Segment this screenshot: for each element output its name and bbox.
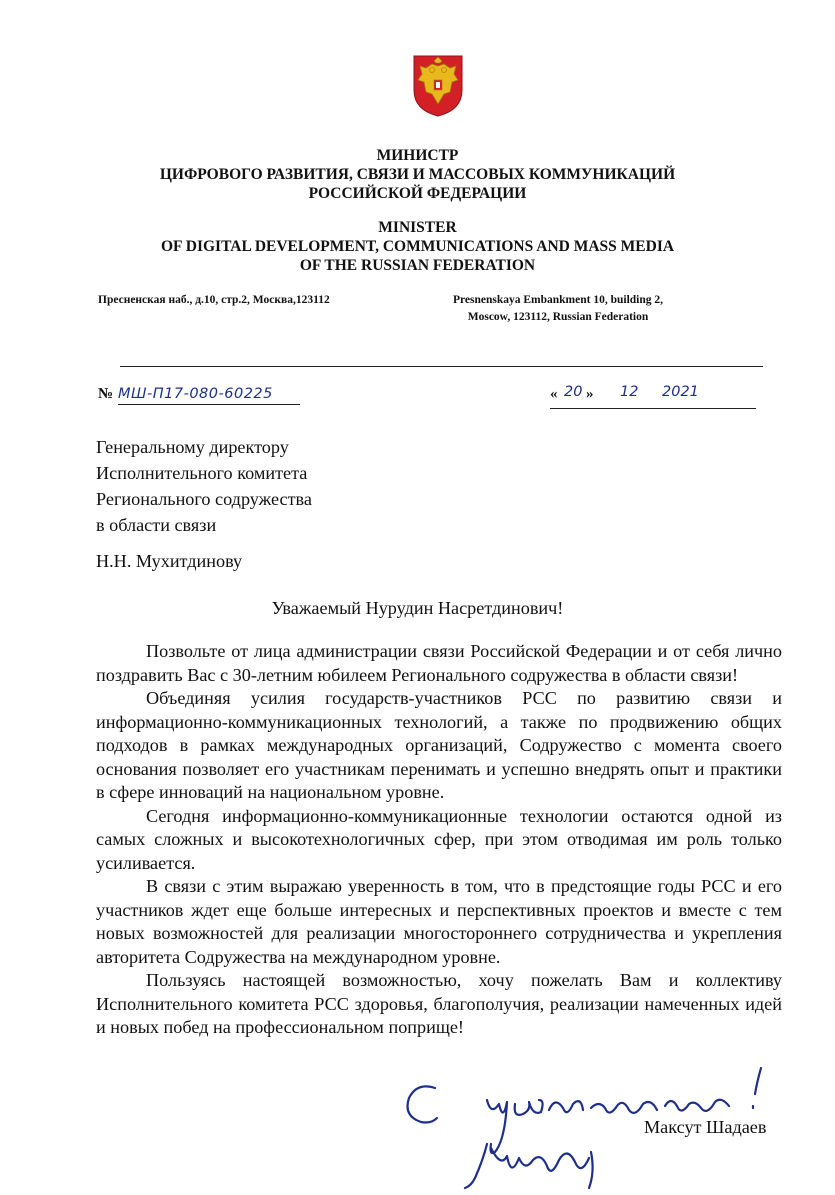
letterhead-title-en-line: OF DIGITAL DEVELOPMENT, COMMUNICATIONS AND MASS MEDIA	[160, 238, 675, 255]
letter-paragraph: В связи с этим выражаю уверенность в том, что в предстоящие годы РСС и его участников ждет еще больше интересных и перспективных проектов и вместе с тем новых возможностей для реализации многостороннего сотрудничества и укрепления авторитета Содружества на международном уровне.	[96, 876, 782, 967]
addressee-name: Н.Н. Мухитдинову	[96, 551, 243, 571]
date-close-quote: »	[586, 386, 594, 402]
registration-number-value: МШ-П17-080-60225	[118, 384, 300, 405]
letterhead-title-en-line: MINISTER	[378, 219, 457, 236]
date-year: 2021	[662, 384, 699, 400]
address-en-line: Presnenskaya Embankment 10, building 2,	[452, 294, 664, 306]
coat-of-arms-emblem	[410, 52, 466, 118]
letter-paragraph: Объединяя усилия государств-участников РСС по развитию связи и информационно-коммуникационных технологий, а также по продвижению общих подходов в рамках международных организаций, Содружество с момента своего основания позволяет его участникам перенимать и успешно внедрять опыт и практики в сфере инноваций на национальном уровне.	[96, 688, 782, 802]
letterhead-title-ru-line: ЦИФРОВОГО РАЗВИТИЯ, СВЯЗИ И МАССОВЫХ КОММУНИКАЦИЙ	[159, 166, 676, 183]
addressee-line: Генеральному директору	[96, 437, 289, 457]
letterhead-title-en-line: OF THE RUSSIAN FEDERATION	[299, 257, 536, 274]
letterhead-title-ru-line: РОССИЙСКОЙ ФЕДЕРАЦИИ	[308, 185, 527, 202]
address-en	[428, 292, 688, 326]
letterhead-title-ru	[0, 146, 835, 203]
letter-paragraph: Позвольте от лица администрации связи Российской Федерации и от себя лично поздравить Вас с 30-летним юбилеем Регионального содружества в области связи!	[96, 641, 782, 685]
addressee-line: в области связи	[96, 515, 217, 535]
date-open-quote: «	[550, 386, 558, 402]
date-month: 12	[620, 384, 639, 400]
address-en-line: Moscow, 123112, Russian Federation	[467, 311, 649, 323]
signer-name: Максут Шадаев	[644, 1117, 767, 1137]
registration-number-label: №	[98, 386, 114, 402]
salutation: Уважаемый Нурудин Насретдинович!	[271, 598, 564, 618]
registration-date	[550, 386, 756, 409]
addressee-line: Регионального содружества	[96, 489, 312, 509]
letter-paragraph: Сегодня информационно-коммуникационные технологии остаются одной из самых сложных и высокотехнологичных сфер, при этом отводимая им роль только усиливается.	[96, 805, 782, 873]
letterhead-title-ru-line: МИНИСТР	[376, 147, 459, 164]
header-divider	[120, 366, 763, 367]
address-ru: Пресненская наб., д.10, стр.2, Москва,123112	[98, 294, 330, 306]
addressee-block	[96, 434, 312, 538]
letter-body	[96, 640, 782, 1040]
letter-paragraph: Пользуясь настоящей возможностью, хочу пожелать Вам и коллективу Исполнительного комитета РСС здоровья, благополучия, реализации намеченных идей и новых побед на профессиональном поприще!	[96, 970, 782, 1037]
addressee-line: Исполнительного комитета	[96, 463, 308, 483]
date-day: 20	[564, 384, 583, 400]
handwritten-signature	[395, 1060, 785, 1192]
letterhead-title-en	[0, 218, 835, 275]
